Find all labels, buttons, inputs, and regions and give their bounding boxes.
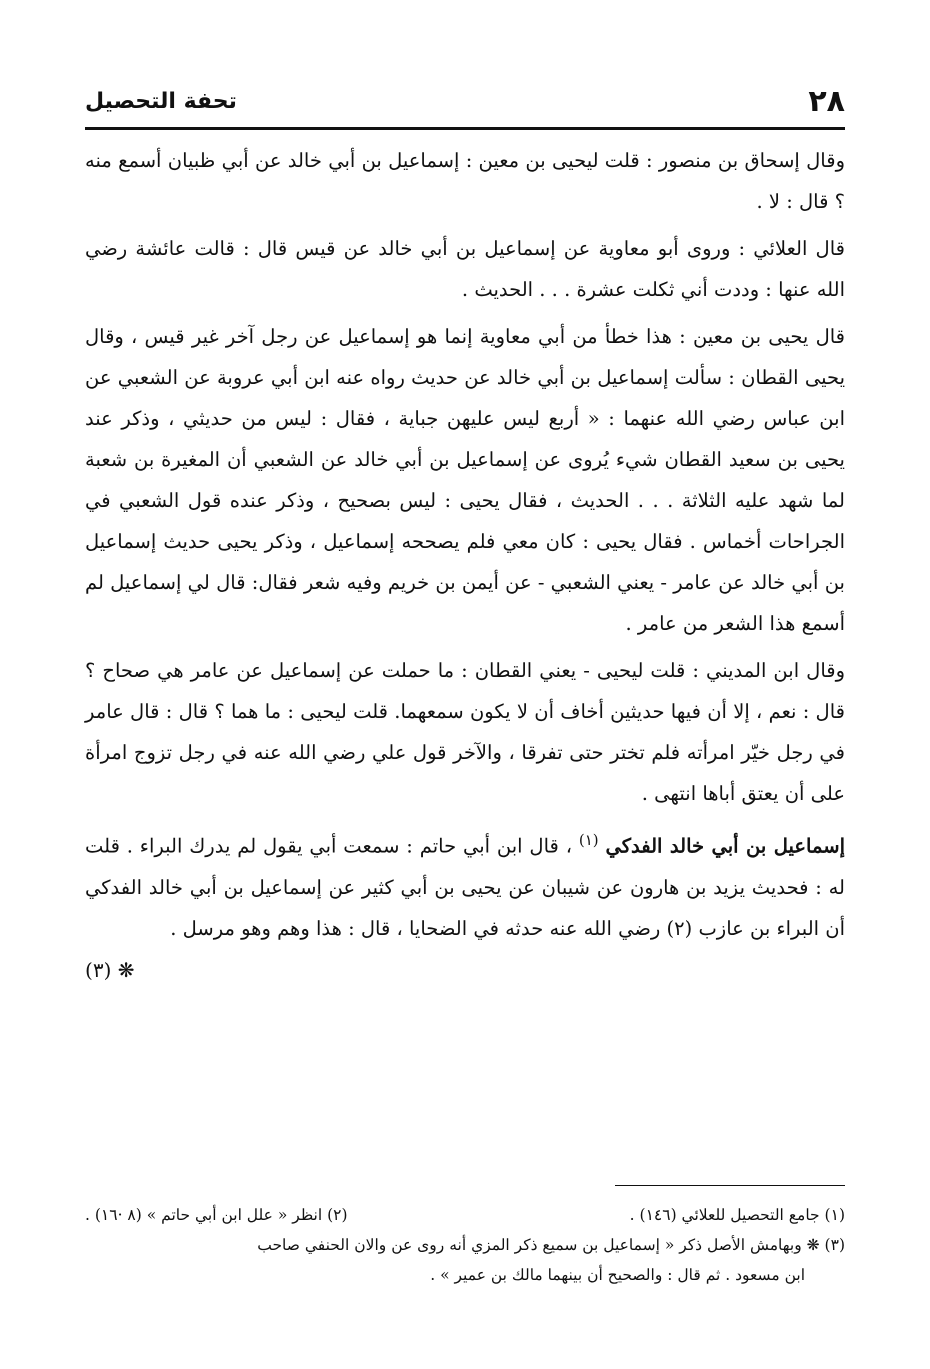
- paragraph-2: [85, 228, 845, 310]
- paragraph-1: [85, 140, 845, 222]
- paragraph-3: [85, 316, 845, 644]
- main-text: [85, 140, 845, 985]
- running-title: تحفة التحصيل: [85, 88, 237, 114]
- footnote-marker: (٣) ❋: [85, 957, 135, 982]
- footnotes: [85, 1200, 845, 1290]
- page-number: ٢٨: [808, 83, 845, 119]
- paragraph-5: [85, 820, 845, 949]
- paragraph-text: وقال إسحاق بن منصور : قلت ليحيى بن معين : إسماعيل بن أبي خالد عن أبي ظبيان أسمع منه ؟ قال : لا .: [85, 149, 845, 213]
- page-header: [85, 80, 845, 122]
- footnote-3-line-1: (٣) ❋ وبهامش الأصل ذكر « إسماعيل بن سميع ذكر المزي أنه روى عن والان الحنفي صاحب: [257, 1236, 845, 1254]
- entry-heading: إسماعيل بن أبي خالد الفدكي: [605, 834, 845, 858]
- footnote-2: (٢) انظر « علل ابن أبي حاتم » (٨ ·١٦) .: [85, 1206, 348, 1224]
- footnote-1: (١) جامع التحصيل للعلائي (١٤٦) .: [629, 1206, 845, 1224]
- footnote-row: [85, 1200, 845, 1230]
- header-rule: [85, 127, 845, 130]
- paragraph-text: وقال ابن المديني : قلت ليحيى - يعني القطان : ما حملت عن إسماعيل عن عامر هي صحاح ؟ قال : نعم ، إلا أن فيها حديثين أخاف أن لا يكون سمعهما. قلت ليحيى : ما هما ؟ قال : قال عامر في رجل خيّر امرأته فلم تختر حتى تفرقا ، والآخر قول علي رضي الله عنه في رجل تزوج امرأة على أن يعتق أباها انتهى .: [85, 659, 845, 805]
- paragraph-text: ، قال ابن أبي حاتم : سمعت أبي يقول لم يدرك البراء . قلت له : فحديث يزيد بن هارون عن شيبان عن يحيى بن أبي كثير عن إسماعيل بن أبي خالد الفدكي أن البراء بن عازب (٢) رضي الله عنه حدثه في الضحايا ، قال : هذا وهم وهو مرسل .: [85, 834, 845, 940]
- footnote-3-line-2: ابن مسعود . ثم قال : والصحيح أن بينهما مالك بن عمير » .: [430, 1266, 805, 1284]
- paragraph-text: قال العلائي : وروى أبو معاوية عن إسماعيل بن أبي خالد عن قيس قال : قالت عائشة رضي الله عنها : وددت أني ثكلت عشرة . . . الحديث .: [85, 237, 845, 301]
- footnote-rule: [615, 1185, 845, 1186]
- paragraph-text: قال يحيى بن معين : هذا خطأ من أبي معاوية إنما هو إسماعيل عن رجل آخر غير قيس ، وقال يحيى القطان : سألت إسماعيل بن أبي خالد عن حديث رواه عنه ابن أبي عروبة عن الشعبي عن ابن عباس رضي الله عنهما : « أربع ليس عليهن جباية ، فقال : ليس من حديثي ، وذكر عند يحيى بن سعيد القطان شيء يُروى عن إسماعيل بن أبي خالد عن الشعبي أن المغيرة بن شعبة لما شهد عليه الثلاثة . . . الحديث ، فقال يحيى : ليس بصحيح ، وذكر عنده قول الشعبي في الجراحات أخماس . فقال يحيى : كان معي فلم يصححه إسماعيل ، وذكر يحيى حديث إسماعيل بن أبي خالد عن عامر - يعني الشعبي - عن أيمن بن خريم وفيه شعر فقال: قال لي إسماعيل لم أسمع هذا الشعر من عامر .: [85, 325, 845, 635]
- paragraph-4: [85, 650, 845, 814]
- footnote-reference: (١): [578, 831, 599, 849]
